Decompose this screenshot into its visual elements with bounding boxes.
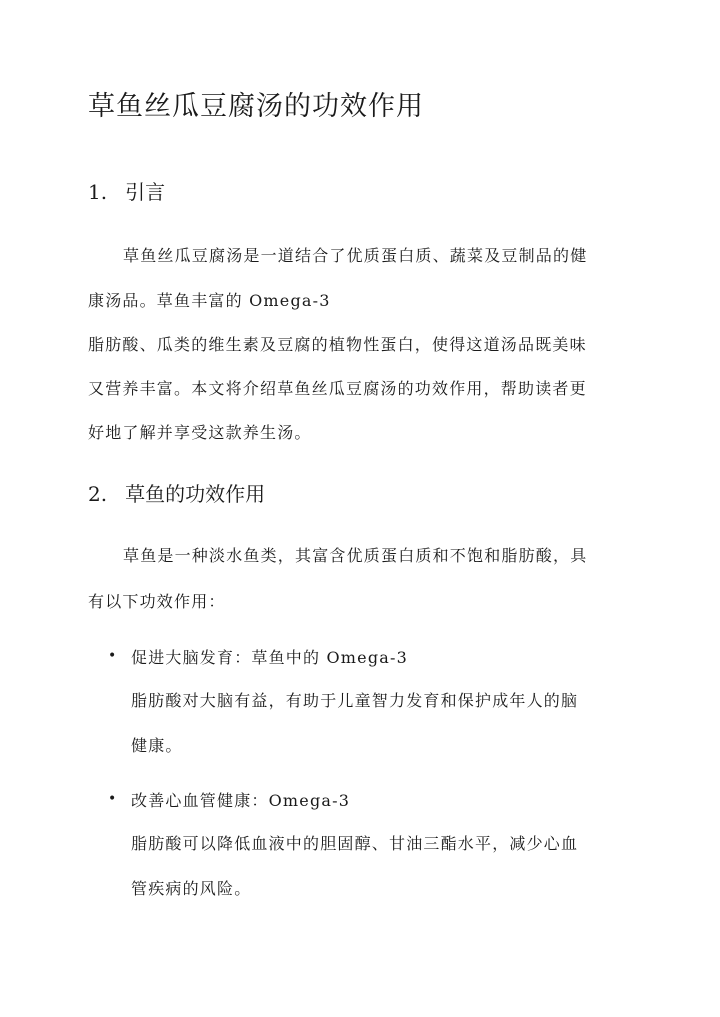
paragraph-line: 脂肪酸、瓜类的维生素及豆腐的植物性蛋白，使得这道汤品既美味 bbox=[88, 335, 587, 354]
bullet-line: 健康。 bbox=[131, 736, 183, 755]
section-number: 1. bbox=[88, 180, 108, 204]
bullet-line: 脂肪酸可以降低血液中的胆固醇、甘油三酯水平，减少心血 bbox=[131, 834, 579, 853]
bullet-line: 改善心血管健康：Omega-3 bbox=[131, 791, 351, 810]
bullet-marker: • bbox=[108, 791, 117, 807]
bullet-line: 脂肪酸对大脑有益，有助于儿童智力发育和保护成年人的脑 bbox=[131, 691, 579, 710]
section-heading-introduction bbox=[88, 176, 165, 205]
paragraph-line: 草鱼丝瓜豆腐汤是一道结合了优质蛋白质、蔬菜及豆制品的健 bbox=[123, 246, 588, 265]
paragraph-line: 有以下功效作用： bbox=[88, 592, 226, 611]
section-heading-grass-carp-benefits bbox=[88, 478, 265, 507]
section-title: 引言 bbox=[125, 180, 166, 204]
bullet-line: 管疾病的风险。 bbox=[131, 879, 252, 898]
bullet-line: 促进大脑发育：草鱼中的 Omega-3 bbox=[131, 648, 409, 667]
document-title: 草鱼丝瓜豆腐汤的功效作用 bbox=[88, 91, 424, 122]
section-title: 草鱼的功效作用 bbox=[125, 482, 266, 506]
paragraph-line: 好地了解并享受这款养生汤。 bbox=[88, 423, 312, 442]
paragraph-line: 草鱼是一种淡水鱼类，其富含优质蛋白质和不饱和脂肪酸，具 bbox=[123, 546, 588, 565]
paragraph-line: 又营养丰富。本文将介绍草鱼丝瓜豆腐汤的功效作用，帮助读者更 bbox=[88, 379, 587, 398]
paragraph-line: 康汤品。草鱼丰富的 Omega-3 bbox=[88, 291, 331, 310]
section-number: 2. bbox=[88, 482, 108, 506]
bullet-marker: • bbox=[108, 648, 117, 664]
